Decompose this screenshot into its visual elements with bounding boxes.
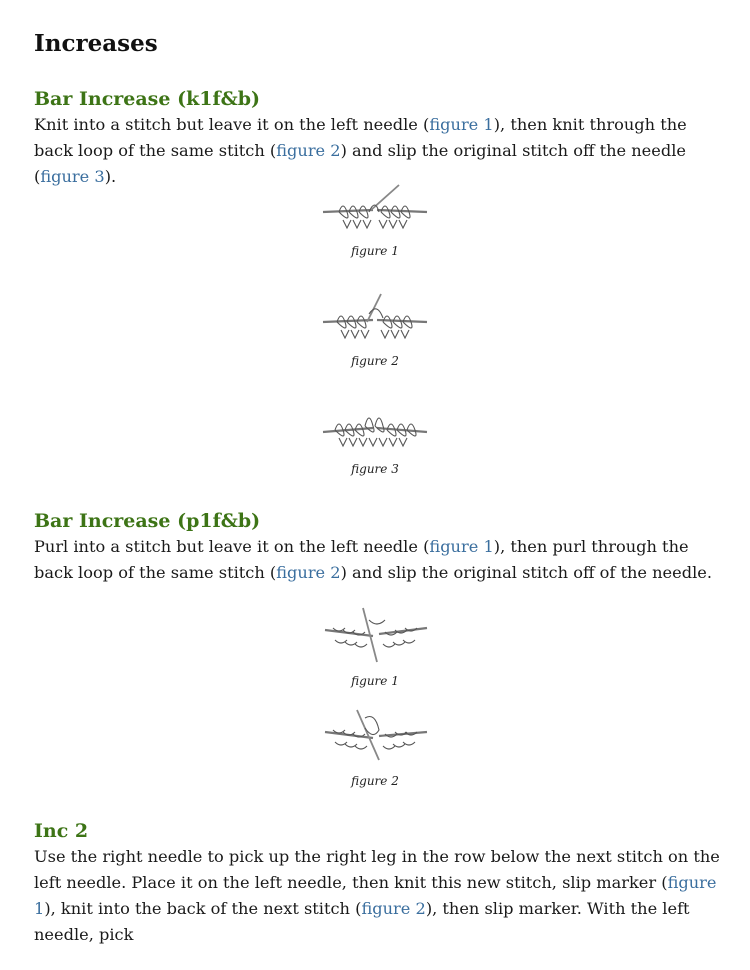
section-paragraph-k1fb: Knit into a stitch but leave it on the left needle (figure 1), then knit through the back loop of the same stitch (figure 2) and slip the original stitch off the needle (figure 3). bbox=[34, 115, 687, 186]
knitting-illustration bbox=[319, 704, 431, 766]
knitting-illustration bbox=[319, 292, 431, 346]
figure-2-link[interactable]: figure 2 bbox=[276, 141, 341, 160]
figure-caption: figure 3 bbox=[351, 462, 399, 476]
figure-1-link[interactable]: figure 1 bbox=[429, 115, 494, 134]
knitting-illustration bbox=[319, 400, 431, 454]
figure-2-link[interactable]: figure 2 bbox=[361, 899, 426, 918]
knitting-illustration bbox=[319, 182, 431, 236]
figure-caption: figure 2 bbox=[351, 774, 399, 788]
figure-knit-3 bbox=[0, 400, 750, 476]
section-heading-k1fb: Bar Increase (k1f&b) bbox=[34, 88, 261, 110]
figure-purl-2 bbox=[0, 704, 750, 788]
figure-knit-2 bbox=[0, 292, 750, 368]
figure-caption: figure 2 bbox=[351, 354, 399, 368]
section-heading-p1fb: Bar Increase (p1f&b) bbox=[34, 510, 261, 532]
figure-caption: figure 1 bbox=[351, 674, 399, 688]
figure-1-link[interactable]: figure 1 bbox=[429, 537, 494, 556]
page-title: Increases bbox=[34, 30, 158, 57]
figure-caption: figure 1 bbox=[351, 244, 399, 258]
section-heading-inc2: Inc 2 bbox=[34, 820, 89, 842]
section-paragraph-inc2: Use the right needle to pick up the right leg in the row below the next stitch on the left needle. Place it on the left needle, then knit this new stitch, slip marker (figure 1), knit into the back of the next stitch (figure 2), then slip marker. With the left needle, pick bbox=[34, 847, 720, 944]
section-paragraph-p1fb: Purl into a stitch but leave it on the left needle (figure 1), then purl through the back loop of the same stitch (figure 2) and slip the original stitch off of the needle. bbox=[34, 537, 712, 582]
figure-purl-1 bbox=[0, 604, 750, 688]
figure-3-link[interactable]: figure 3 bbox=[40, 167, 105, 186]
figure-1-link[interactable]: figure 1 bbox=[34, 873, 717, 918]
figure-knit-1 bbox=[0, 182, 750, 258]
figure-2-link[interactable]: figure 2 bbox=[276, 563, 341, 582]
knitting-illustration bbox=[319, 604, 431, 666]
